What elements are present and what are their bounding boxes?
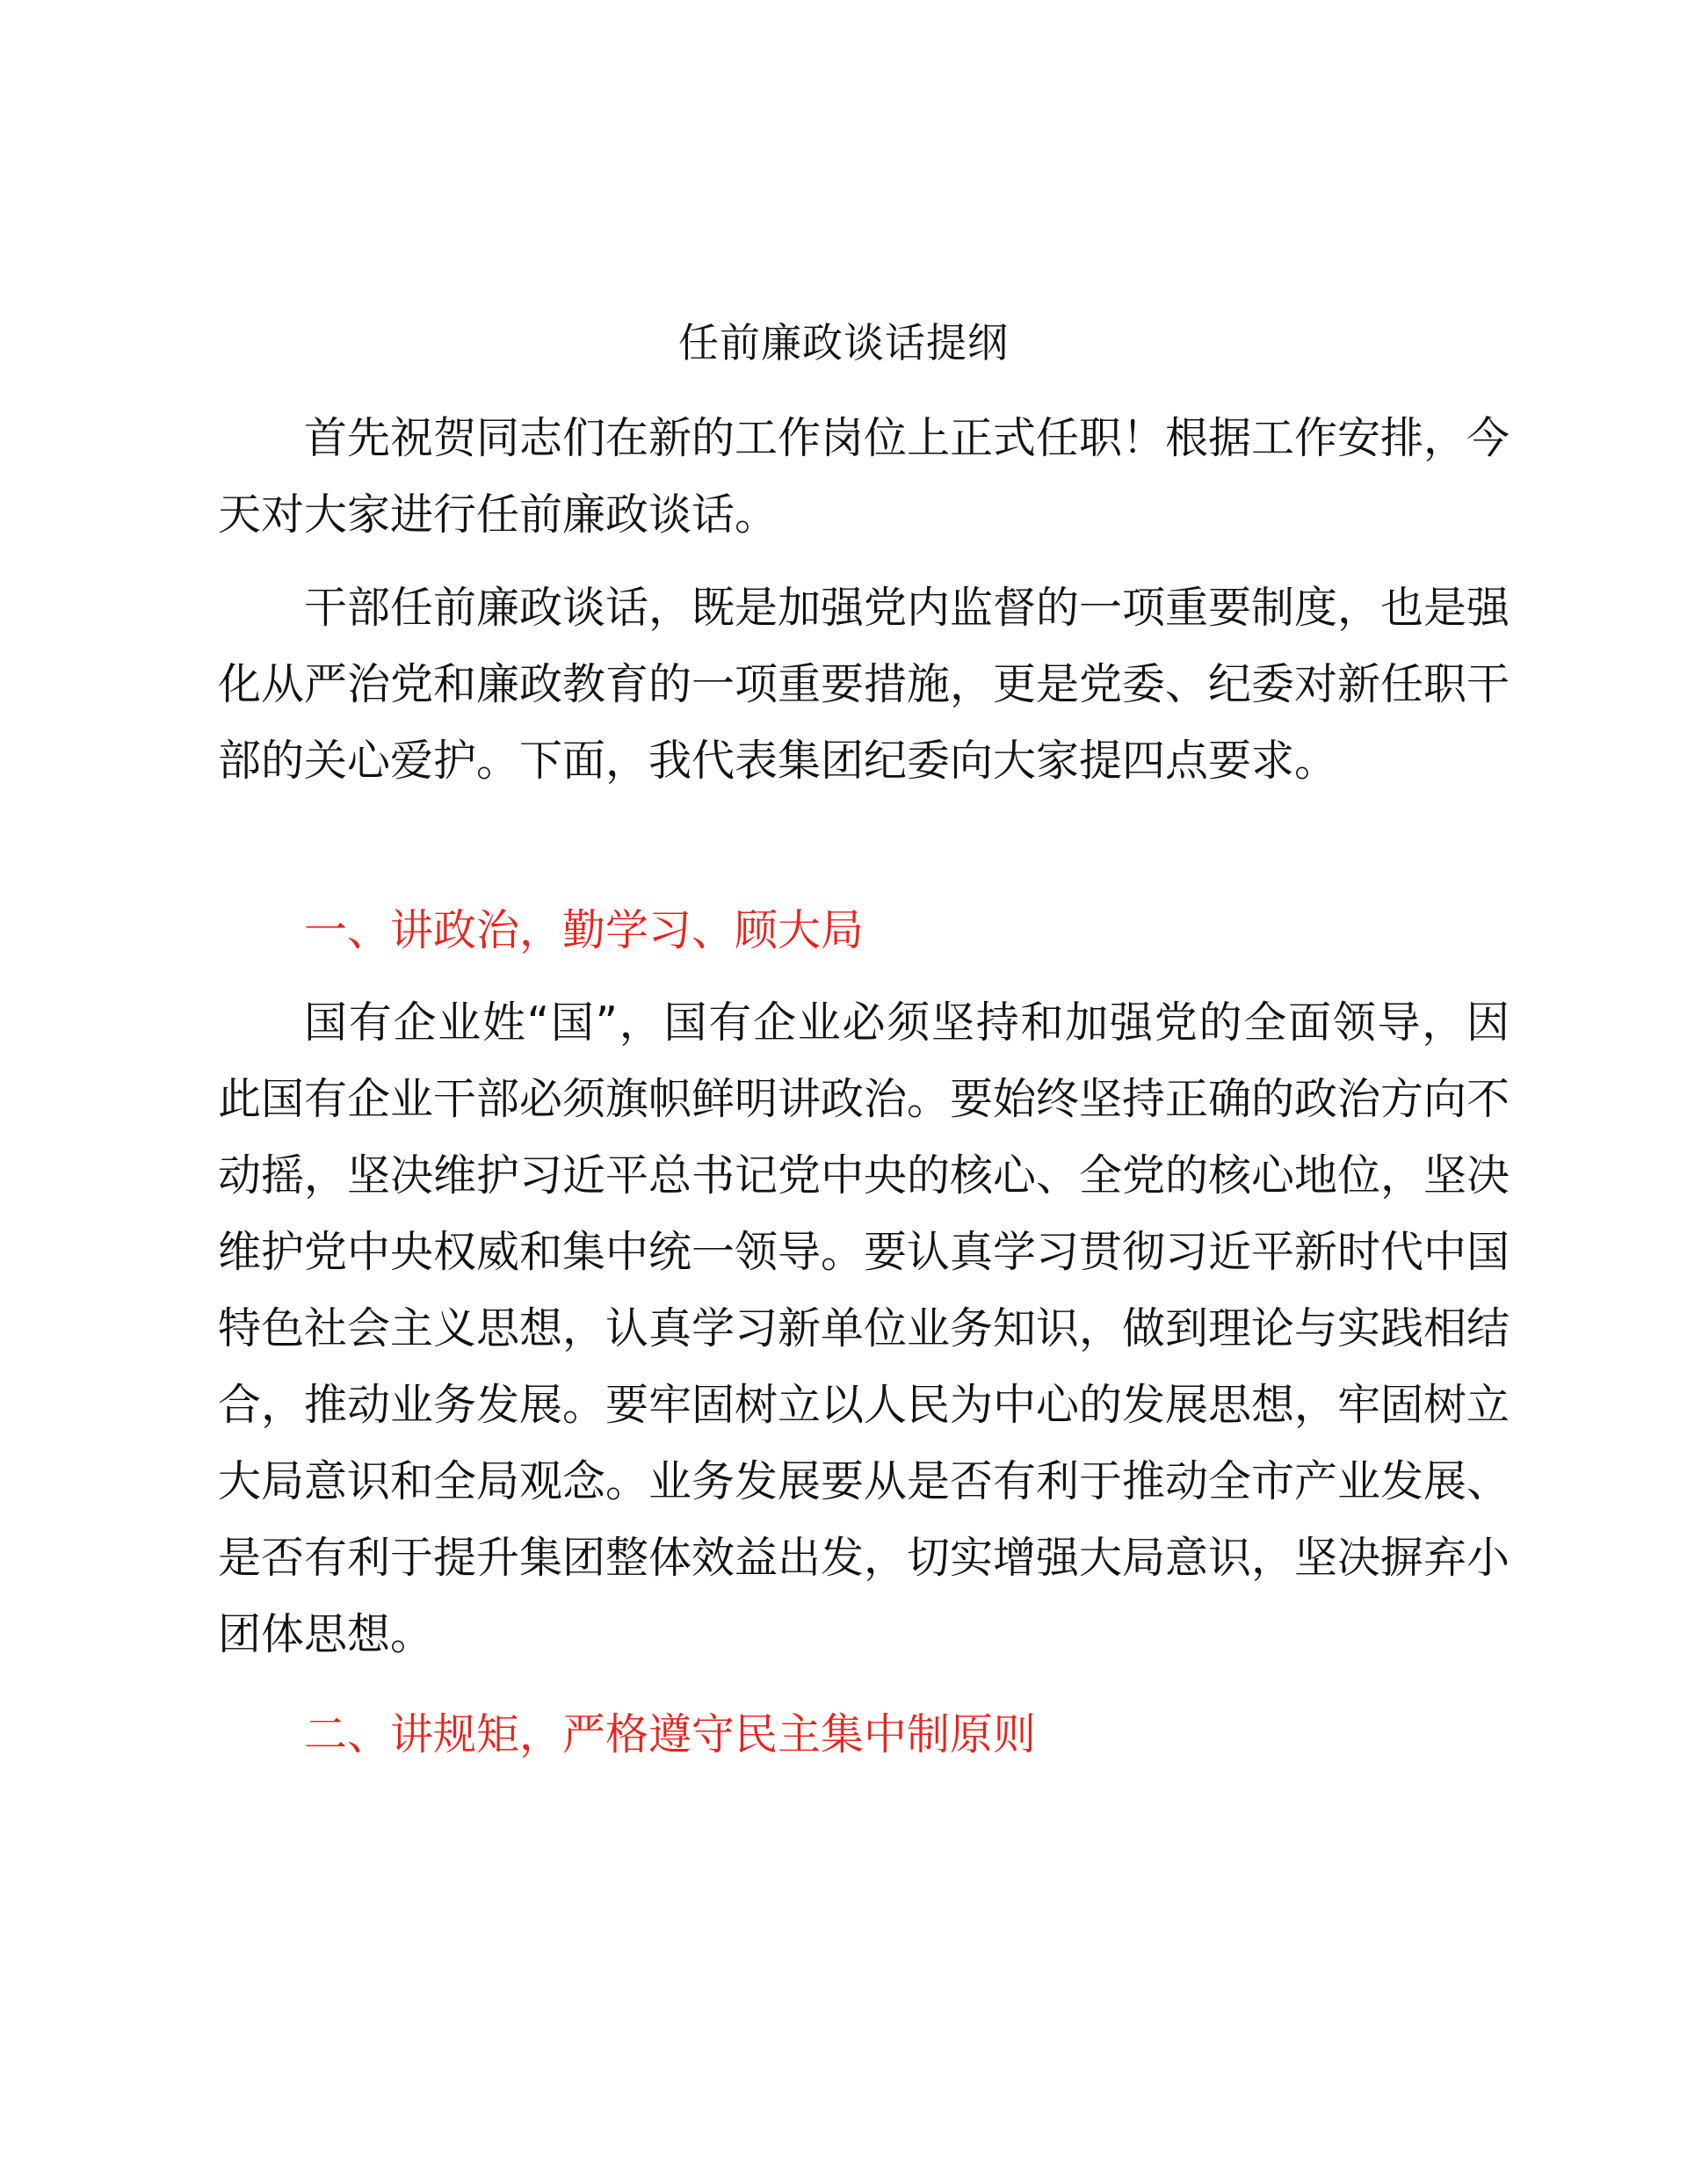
section-2-heading: 二、讲规矩，严格遵守民主集中制原则 <box>304 1709 1037 1760</box>
document-title: 任前廉政谈话提纲 <box>678 319 1009 366</box>
section-1-paragraph: 国有企业姓“国”，国有企业必须坚持和加强党的全面领导，因此国有企业干部必须旗帜鲜明讲政治。要始终坚持正确的政治方向不动摇，坚决维护习近平总书记党中央的核心、全党的核心地位，坚决维护党中央权威和集中统一领导。要认真学习贯彻习近平新时代中国特色社会主义思想，认真学习新单位业务知识，做到理论与实践相结合，推动业务发展。要牢固树立以人民为中心的发展思想，牢固树立大局意识和全局观念。业务发展要从是否有利于推动全市产业发展、是否有利于提升集团整体效益出发，切实增强大局意识，坚决摒弃小团体思想。 <box>218 998 1510 1659</box>
intro-paragraph: 首先祝贺同志们在新的工作岗位上正式任职！根据工作安排，今天对大家进行任前廉政谈话。 <box>218 413 1510 540</box>
section-1-heading: 一、讲政治，勤学习、顾大局 <box>304 905 865 955</box>
purpose-paragraph: 干部任前廉政谈话，既是加强党内监督的一项重要制度，也是强化从严治党和廉政教育的一项重要措施，更是党委、纪委对新任职干部的关心爱护。下面，我代表集团纪委向大家提四点要求。 <box>218 583 1510 786</box>
